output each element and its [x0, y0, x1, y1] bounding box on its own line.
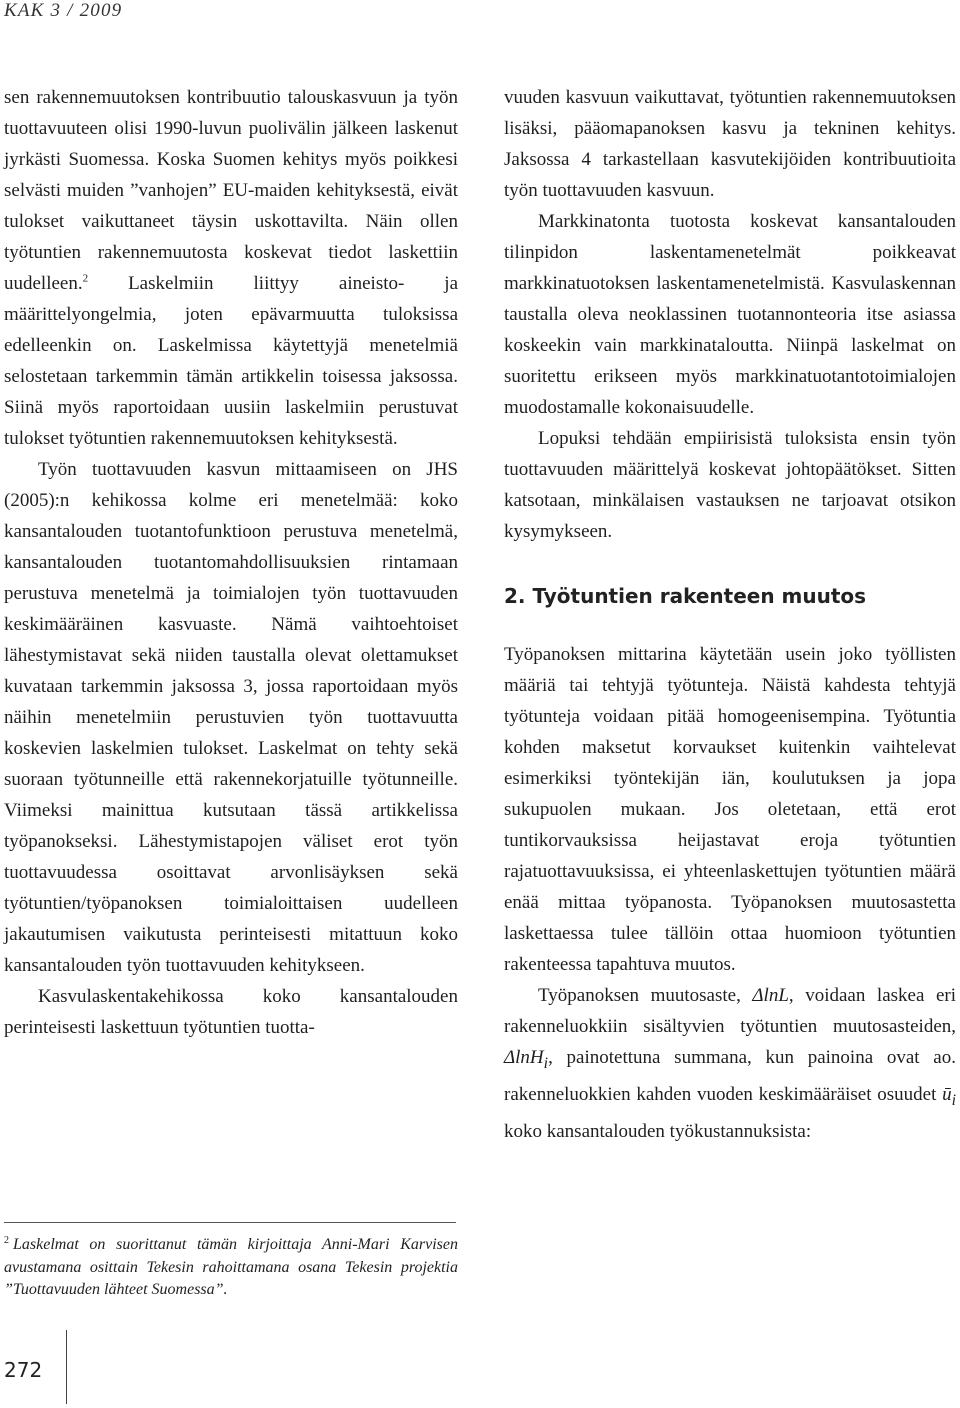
footnote [4, 1234, 458, 1302]
running-head: KAK 3 / 2009 [4, 0, 123, 21]
left-column [4, 82, 458, 1043]
footnote-divider [4, 1222, 456, 1223]
footnote-mark: 2 [4, 1234, 9, 1246]
right-paragraph-2: Markkinatonta tuotosta koskevat kansantalouden tilinpidon laskentamenetelmät poikkeavat markkinatuotoksen laskentamenetelmistä. Kasvulaskennan taustalla oleva neoklassinen tuotannonteoria itse asiassa koskeekin vain markkinataloutta. Niinpä laskelmat on suoritettu erikseen myös markkinatuotantotoimialojen muodostamalle kokonaisuudelle. [504, 211, 956, 418]
page-number: 272 [4, 1358, 43, 1382]
section-paragraph-1: Työpanoksen mittarina käytetään usein joko työllisten määriä tai tehtyjä työtunteja. Näistä kahdesta tehtyjä työtunteja voidaan pitää homogeenisempina. Työtuntia kohden maksetut korvaukset kuitenkin vaihtelevat esimerkiksi työntekijän iän, koulutuksen ja jopa sukupuolen mukaan. Jos oletetaan, että erot tuntikorvauksissa heijastavat eroja työtuntien rajatuottavuuksissa, ei yhteenlaskettujen työtuntien määrä enää mittaa työpanosta. Työpanoksen muutosastetta laskettaessa tulee tällöin ottaa huomioon työtuntien rakenteessa tapahtuva muutos. [504, 644, 956, 975]
footnote-reference[interactable]: 2 [82, 272, 89, 285]
section-paragraph-2: Työpanoksen muutosaste, ΔlnL, voidaan laskea eri rakenneluokkiin sisältyvien työtuntien muutosasteiden, ΔlnH$_i$, painotettuna summana, kun painoina ovat ao. rakenneluokkien kahden vuoden keskimääräiset osuudet $ū_i$ koko kansantalouden työkustannuksista: [504, 985, 956, 1142]
section-heading: 2. Työtuntien rakenteen muutos [504, 584, 867, 608]
left-paragraph-3: Kasvulaskentakehikossa koko kansantalouden perinteisesti laskettuun työtuntien tuotta- [4, 986, 458, 1038]
right-column [504, 82, 956, 1147]
left-paragraph-1: sen rakennemuutoksen kontribuutio talouskasvuun ja työn tuottavuuteen olisi 1990-luvun puolivälin jälkeen laskenut jyrkästi Suomessa. Koska Suomen kehitys myös poikkesi selvästi muiden ”vanhojen” EU-maiden kehityksestä, eivät tulokset vaikuttaneet täysin uskottavilta. Näin ollen työtuntien rakennemuutosta koskevat tiedot laskettiin uudelleen.$^2$ Laskelmiin liittyy aineisto- ja määrittelyongelmia, joten epävarmuutta tuloksissa edelleenkin on. Laskelmissa käytettyjä menetelmiä selostetaan tarkemmin tämän artikkelin toisessa jaksossa. Siinä myös raportoidaan uusiin laskelmiin perustuvat tulokset työtuntien rakennemuutoksen kehityksestä. [4, 87, 458, 449]
math-delta-ln-l: ΔlnL [752, 985, 789, 1006]
math-u-bar: ū [942, 1083, 952, 1105]
left-paragraph-2: Työn tuottavuuden kasvun mittaamiseen on JHS (2005):n kehikossa kolme eri menetelmää: koko kansantalouden tuotantofunktioon perustuva menetelmä, kansantalouden tuotantomahdollisuuksien rintamaan perustuva menetelmä ja toimialojen työn tuottavuuden keskimääräinen kasvuaste. Nämä vaihtoehtoiset lähestymistavat sekä niiden taustalla olevat olettamukset kuvataan tarkemmin jaksossa 3, jossa raportoidaan myös näihin menetelmiin perustuvien työn tuottavuutta koskevien laskelmien tulokset. Laskelmat on tehty sekä suoraan työtunneille että rakennekorjatuille työtunneille. Viimeksi mainittua kutsutaan tässä artikkelissa työpanokseksi. Lähestymistapojen väliset erot työn tuottavuudessa osoittavat arvonlisäyksen sekä työtuntien/työpanoksen toimialoittaisen uudelleen jakautumisen vaikutusta perinteisesti mitattuun koko kansantalouden työn tuottavuuden kehitykseen. [4, 459, 458, 976]
page-number-rule [66, 1330, 67, 1404]
right-paragraph-3: Lopuksi tehdään empiirisistä tuloksista ensin työn tuottavuuden määrittelyä koskevat johtopäätökset. Sitten katsotaan, minkälaisen vastauksen ne tarjoavat otsikon kysymykseen. [504, 428, 956, 542]
footnote-text: Laskelmat on suorittanut tämän kirjoittaja Anni-Mari Karvisen avustamana osittain Tekesin rahoittamana osana Tekesin projektia ”Tuottavuuden lähteet Suomessa”. [4, 1236, 458, 1298]
right-paragraph-1: vuuden kasvuun vaikuttavat, työtuntien rakennemuutoksen lisäksi, pääomapanoksen kasvu ja tekninen kehitys. Jaksossa 4 tarkastellaan kasvutekijöiden kontribuutioita työn tuottavuuden kasvuun. [504, 87, 956, 201]
math-delta-ln-h: ΔlnH [504, 1047, 544, 1068]
